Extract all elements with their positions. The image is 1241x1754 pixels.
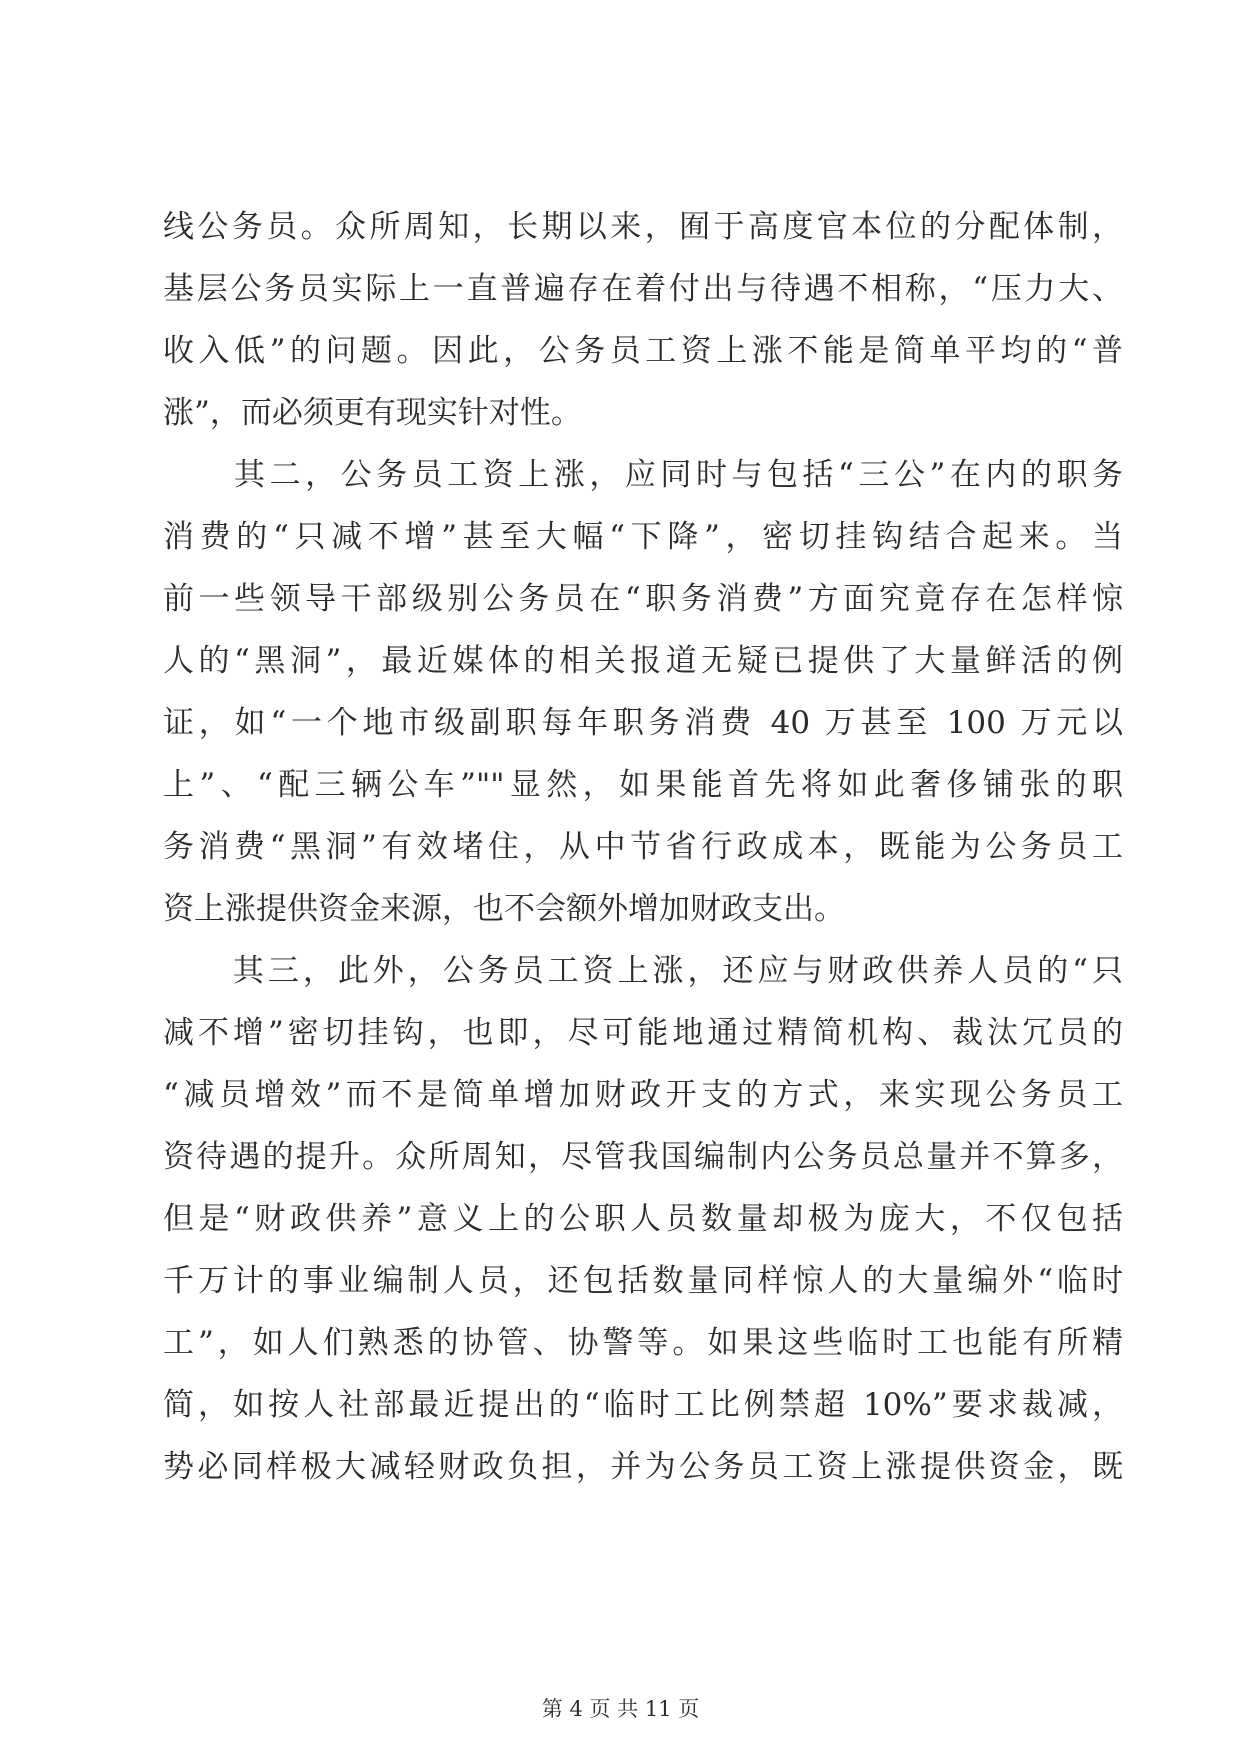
page-number-footer: 第 4 页 共 11 页 bbox=[541, 1697, 700, 1721]
paragraph-2 bbox=[163, 444, 1123, 940]
text-line: 简，如按人社部最近提出的“临时工比例禁超 10%”要求裁减， bbox=[163, 1387, 1123, 1423]
text-line: 资上涨提供资金来源，也不会额外增加财政支出。 bbox=[163, 891, 845, 927]
text-line: 千万计的事业编制人员，还包括数量同样惊人的大量编外“临时 bbox=[163, 1263, 1123, 1299]
text-line: 前一些领导干部级别公务员在“职务消费”方面究竟存在怎样惊 bbox=[163, 581, 1123, 617]
text-line: 势必同样极大减轻财政负担，并为公务员工资上涨提供资金，既 bbox=[163, 1449, 1123, 1485]
text-line: 工”，如人们熟悉的协管、协警等。如果这些临时工也能有所精 bbox=[163, 1325, 1123, 1361]
text-line: 基层公务员实际上一直普遍存在着付出与待遇不相称，“压力大、 bbox=[163, 271, 1123, 307]
paragraph-3 bbox=[163, 940, 1123, 1498]
text-line: 收入低”的问题。因此，公务员工资上涨不能是简单平均的“普 bbox=[163, 333, 1123, 369]
text-line: 证，如“一个地市级副职每年职务消费 40 万甚至 100 万元以 bbox=[163, 705, 1123, 741]
text-line: 人的“黑洞”，最近媒体的相关报道无疑已提供了大量鲜活的例 bbox=[163, 643, 1123, 679]
document-body bbox=[163, 196, 1123, 1498]
text-line: 涨”，而必须更有现实针对性。 bbox=[163, 395, 582, 431]
text-line: 消费的“只减不增”甚至大幅“下降”，密切挂钩结合起来。当 bbox=[163, 519, 1123, 555]
text-line: 资待遇的提升。众所周知，尽管我国编制内公务员总量并不算多， bbox=[163, 1139, 1123, 1175]
text-line: 其二，公务员工资上涨，应同时与包括“三公”在内的职务 bbox=[163, 457, 1123, 493]
text-line: 但是“财政供养”意义上的公职人员数量却极为庞大，不仅包括 bbox=[163, 1201, 1123, 1237]
text-line: 线公务员。众所周知，长期以来，囿于高度官本位的分配体制， bbox=[163, 209, 1123, 245]
text-line: 减不增”密切挂钩，也即，尽可能地通过精简机构、裁汰冗员的 bbox=[163, 1015, 1123, 1051]
text-line: 务消费“黑洞”有效堵住，从中节省行政成本，既能为公务员工 bbox=[163, 829, 1123, 865]
paragraph-1 bbox=[163, 196, 1123, 444]
text-line: 上”、“配三辆公车”""显然，如果能首先将如此奢侈铺张的职 bbox=[163, 767, 1123, 803]
text-line: “减员增效”而不是简单增加财政开支的方式，来实现公务员工 bbox=[163, 1077, 1123, 1113]
text-line: 其三，此外，公务员工资上涨，还应与财政供养人员的“只 bbox=[163, 953, 1123, 989]
